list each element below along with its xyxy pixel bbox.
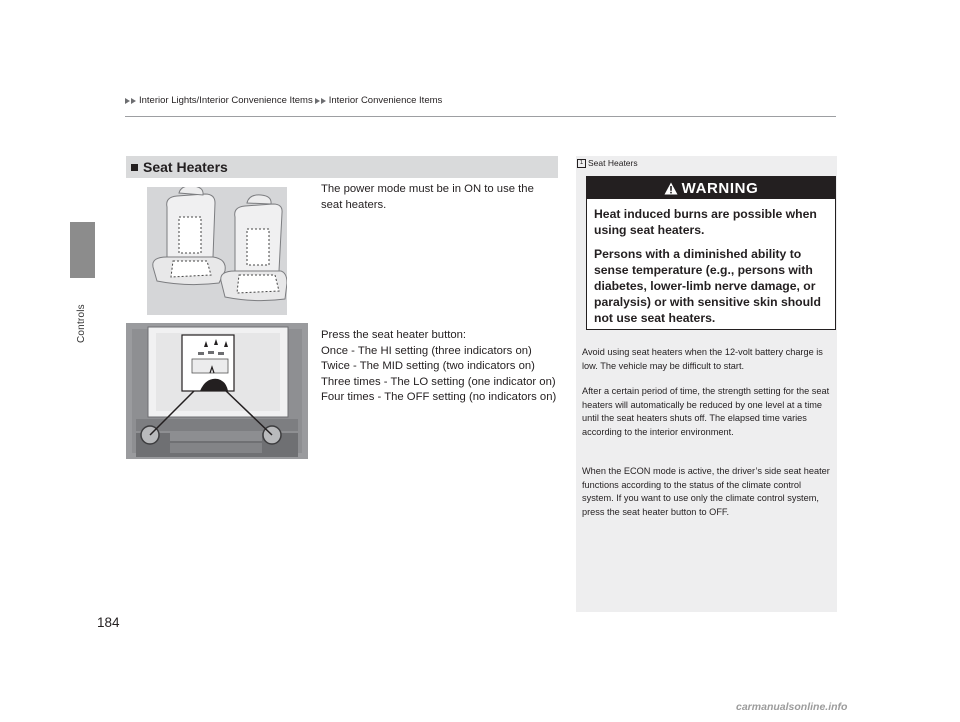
breadcrumb-arrow-icon bbox=[315, 98, 327, 104]
page-number: 184 bbox=[97, 615, 120, 630]
warning-header bbox=[587, 177, 835, 199]
aside-title bbox=[577, 158, 638, 168]
setting-line: Twice - The MID setting (two indicators on) bbox=[321, 360, 535, 372]
setting-line: Once - The HI setting (three indicators on) bbox=[321, 344, 532, 357]
setting-line: Three times - The LO setting (one indicator on) bbox=[321, 375, 556, 388]
warning-label: WARNING bbox=[681, 179, 759, 197]
instruction-intro: Press the seat heater button: bbox=[321, 329, 467, 341]
warning-triangle-icon bbox=[664, 182, 678, 195]
section-title: Seat Heaters bbox=[143, 159, 228, 175]
watermark: carmanualsonline.info bbox=[736, 701, 848, 713]
setting-line: Four times - The OFF setting (no indicators on) bbox=[321, 391, 557, 403]
console-illustration bbox=[126, 323, 308, 459]
reference-icon: 1 bbox=[577, 159, 586, 168]
seat-illustration bbox=[147, 187, 287, 315]
aside-title-text: Seat Heaters bbox=[588, 158, 638, 168]
heading-square-icon bbox=[131, 164, 138, 171]
warning-text-2: Persons with a diminished ability to sense temperature (e.g., persons with diabetes, lower-limb nerve damage, or paralysis) or with sensitive skin should not use seat heaters. bbox=[594, 247, 821, 325]
note-battery: Avoid using seat heaters when the 12-volt battery charge is low. The vehicle may be difficult to start. bbox=[582, 347, 823, 371]
breadcrumb-arrows-icon bbox=[125, 98, 137, 104]
chapter-label: Controls bbox=[76, 304, 87, 343]
header-rule bbox=[125, 116, 836, 117]
chapter-tab bbox=[70, 222, 95, 278]
note-econ: When the ECON mode is active, the driver’s side seat heater functions according to the status of the climate control system. If you want to use only the climate control system, press the seat heater button to OFF. bbox=[582, 466, 830, 517]
warning-text-1: Heat induced burns are possible when using seat heaters. bbox=[594, 207, 817, 237]
breadcrumb bbox=[125, 95, 442, 106]
note-auto-reduce: After a certain period of time, the strength setting for the seat heaters will automatically be reduced by one level at a time until the seat heaters shuts off. The elapsed time varies according to the interior environment. bbox=[582, 386, 830, 437]
breadcrumb-current[interactable]: Interior Convenience Items bbox=[328, 95, 443, 106]
breadcrumb-link-interior-lights[interactable]: Interior Lights/Interior Convenience Items bbox=[139, 95, 313, 106]
intro-text: The power mode must be in ON to use the seat heaters. bbox=[321, 183, 534, 211]
section-heading bbox=[126, 156, 558, 178]
instruction-block bbox=[321, 328, 561, 406]
